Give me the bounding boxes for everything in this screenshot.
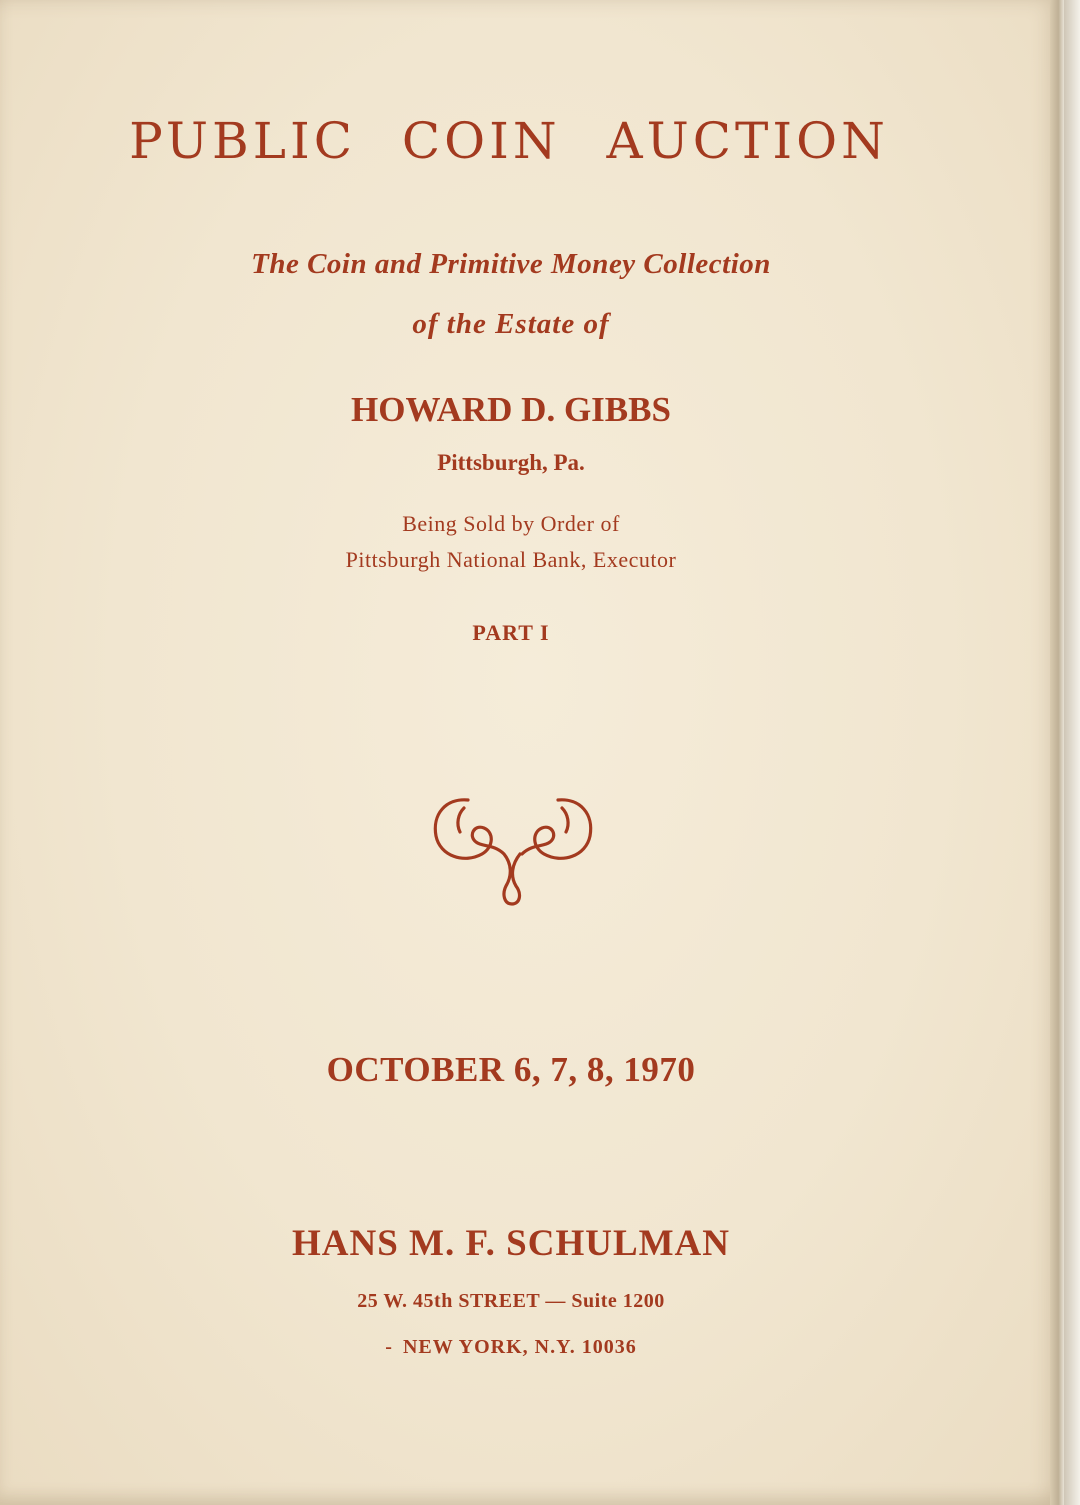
scroll-flourish-icon [428, 792, 598, 914]
collector-name: HOWARD D. GIBBS [351, 390, 671, 429]
address-bullet: - [385, 1336, 393, 1358]
address-city-text: NEW YORK, N.Y. 10036 [402, 1336, 637, 1358]
page-edge-background [1064, 0, 1080, 1505]
collector-location: Pittsburgh, Pa. [437, 450, 585, 475]
auctioneer-city-address [0, 1336, 1042, 1359]
auctioneer-name: HANS M. F. SCHULMAN [291, 1223, 730, 1264]
sale-order-line: Being Sold by Order of [402, 511, 620, 536]
collection-subtitle: The Coin and Primitive Money Collection [251, 248, 771, 280]
executor-line: Pittsburgh National Bank, Executor [345, 547, 677, 572]
part-label: PART I [472, 620, 550, 645]
estate-subtitle: of the Estate of [412, 308, 610, 340]
page-edge-shadow [1050, 0, 1064, 1505]
catalog-title: PUBLIC COIN AUCTION [129, 112, 889, 170]
auction-date: OCTOBER 6, 7, 8, 1970 [326, 1050, 696, 1089]
auctioneer-street-address: 25 W. 45th STREET — Suite 1200 [357, 1290, 665, 1312]
